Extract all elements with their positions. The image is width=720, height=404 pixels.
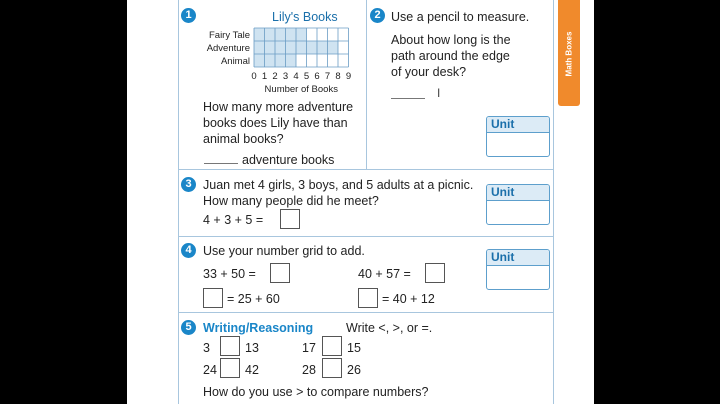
math-boxes-tab[interactable]: [558, 0, 580, 106]
p4-equation-a: 33 + 50 =: [203, 267, 256, 281]
p4-instruction: Use your number grid to add.: [203, 244, 365, 258]
compare-right-2: 15: [347, 341, 361, 355]
p4-answer-box-c[interactable]: [203, 288, 223, 308]
p1-question-line-2: books does Lily have than: [203, 116, 348, 130]
compare-left-1: 3: [203, 341, 210, 355]
p2-question-line-3: of your desk?: [391, 65, 467, 79]
writing-reasoning-heading: Writing/Reasoning: [203, 321, 314, 335]
p4-unit-label: Unit: [487, 250, 549, 266]
category-label-0: Fairy Tale: [208, 30, 250, 41]
bar-0: [254, 28, 307, 41]
math-boxes-tab-label: Math Boxes: [564, 31, 574, 77]
p1-answer-suffix: adventure books: [242, 153, 335, 167]
left-border: [178, 0, 179, 404]
p4-equation-c: = 25 + 60: [227, 292, 280, 306]
category-label-1: Adventure: [206, 43, 250, 54]
x-tick-8: 8: [335, 71, 341, 82]
p3-answer-box[interactable]: [280, 209, 300, 229]
p5-question: How do you use > to compare numbers?: [203, 385, 429, 399]
x-tick-6: 6: [314, 71, 320, 82]
p3-line-2: How many people did he meet?: [203, 194, 379, 208]
x-tick-4: 4: [293, 71, 299, 82]
p4-answer-box-b[interactable]: [425, 263, 445, 283]
category-label-2: Animal: [220, 56, 250, 67]
p4-unit-box[interactable]: [486, 249, 550, 290]
problem-number-1: 1: [181, 8, 196, 23]
compare-right-4: 26: [347, 363, 361, 377]
p2-answer-blank[interactable]: [391, 98, 425, 99]
p2-instruction: Use a pencil to measure.: [391, 10, 530, 24]
row-divider-1: [178, 169, 554, 170]
p4-answer-box-a[interactable]: [270, 263, 290, 283]
right-letterbox: [594, 0, 720, 404]
problem-number-2: 2: [370, 8, 385, 23]
p1-question-line-3: animal books?: [203, 132, 284, 146]
p2-question-line-2: path around the edge: [391, 49, 510, 63]
compare-box-1[interactable]: [220, 336, 240, 356]
row-divider-3: [178, 312, 554, 313]
x-tick-9: 9: [345, 71, 352, 82]
p3-line-1: Juan met 4 girls, 3 boys, and 5 adults at a picnic.: [203, 178, 474, 192]
p1-answer-blank[interactable]: [204, 163, 238, 164]
p1-question-line-1: How many more adventure: [203, 100, 354, 114]
p4-answer-box-d[interactable]: [358, 288, 378, 308]
right-border: [553, 0, 554, 404]
problem-number-5: 5: [181, 320, 196, 335]
p2-unit-box[interactable]: [486, 116, 550, 157]
problem-number-3: 3: [181, 177, 196, 192]
p2-unit-label: Unit: [487, 117, 549, 133]
compare-right-1: 13: [245, 341, 259, 355]
x-tick-1: 1: [261, 71, 268, 82]
x-tick-5: 5: [303, 71, 310, 82]
compare-box-4[interactable]: [322, 358, 342, 378]
x-tick-7: 7: [324, 71, 331, 82]
compare-right-3: 42: [245, 363, 259, 377]
x-tick-3: 3: [282, 71, 289, 82]
lilys-books-chart: [182, 26, 372, 98]
p4-equation-d: = 40 + 12: [382, 292, 435, 306]
compare-left-2: 17: [302, 341, 316, 355]
compare-left-3: 24: [203, 363, 217, 377]
p3-unit-label: Unit: [487, 185, 549, 201]
compare-box-2[interactable]: [322, 336, 342, 356]
problem-number-4: 4: [181, 243, 196, 258]
compare-left-4: 28: [302, 363, 316, 377]
x-tick-2: 2: [272, 71, 278, 82]
chart-title: Lily's Books: [272, 10, 338, 24]
x-tick-0: 0: [251, 71, 257, 82]
row-divider-2: [178, 236, 554, 237]
x-axis-label: Number of Books: [264, 84, 338, 95]
left-letterbox: [0, 0, 127, 404]
p5-instruction: Write <, >, or =.: [346, 321, 433, 335]
text-cursor-icon: I: [437, 86, 441, 100]
p4-equation-b: 40 + 57 =: [358, 267, 411, 281]
worksheet-page: [127, 0, 594, 404]
p2-question-line-1: About how long is the: [391, 33, 511, 47]
p3-equation: 4 + 3 + 5 =: [203, 213, 264, 227]
p3-unit-box[interactable]: [486, 184, 550, 225]
compare-box-3[interactable]: [220, 358, 240, 378]
